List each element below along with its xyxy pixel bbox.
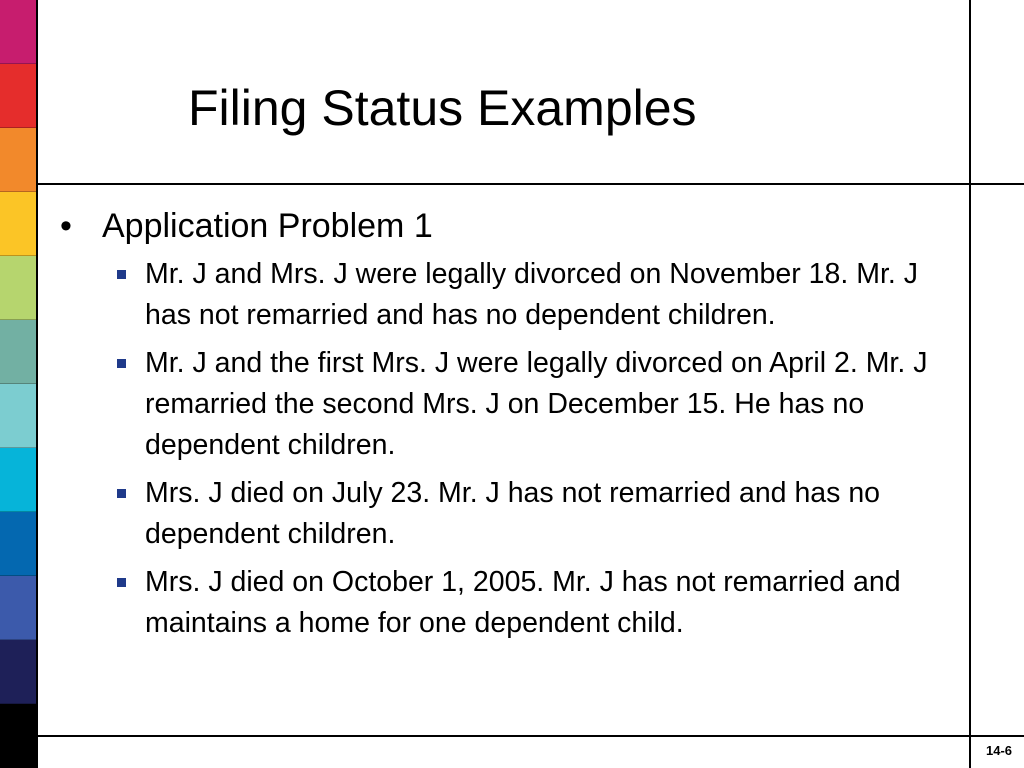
list-item — [114, 562, 968, 644]
list-item — [114, 473, 968, 555]
sub-bullet-list — [114, 254, 968, 644]
slide-body — [58, 204, 968, 651]
color-strip-block — [0, 384, 36, 448]
square-bullet-icon — [114, 254, 145, 336]
color-strip-block — [0, 640, 36, 704]
color-strip-block — [0, 704, 36, 768]
color-strip-block — [0, 320, 36, 384]
color-strip-block — [0, 0, 36, 64]
list-item-text: Mr. J and Mrs. J were legally divorced on November 18. Mr. J has not remarried and has no dependent children. — [145, 258, 918, 331]
list-item-text: Mrs. J died on July 23. Mr. J has not remarried and has no dependent children. — [145, 477, 881, 550]
heading-text: Application Problem 1 — [102, 207, 433, 245]
color-strip-block — [0, 128, 36, 192]
right-vertical-rule — [969, 0, 971, 768]
slide-title: Filing Status Examples — [188, 80, 697, 136]
page-number: 14-6 — [986, 743, 1013, 758]
strip-divider — [36, 0, 38, 768]
square-bullet-icon — [114, 473, 145, 555]
color-strip-block — [0, 448, 36, 512]
list-item — [114, 343, 968, 466]
color-strip-block — [0, 192, 36, 256]
bullet-dot-icon: • — [60, 207, 72, 245]
color-strip-block — [0, 576, 36, 640]
title-divider — [36, 183, 1024, 185]
square-bullet-icon — [114, 562, 145, 644]
bullet-heading — [58, 204, 968, 248]
list-item — [114, 254, 968, 336]
color-strip-block — [0, 64, 36, 128]
footer-divider — [36, 735, 1024, 737]
color-strip-block — [0, 256, 36, 320]
color-strip — [0, 0, 36, 768]
list-item-text: Mr. J and the first Mrs. J were legally divorced on April 2. Mr. J remarried the second Mrs. J on December 15. He has no dependent children. — [145, 347, 928, 461]
square-bullet-icon — [114, 343, 145, 466]
list-item-text: Mrs. J died on October 1, 2005. Mr. J has not remarried and maintains a home for one dependent child. — [145, 566, 901, 639]
color-strip-block — [0, 512, 36, 576]
